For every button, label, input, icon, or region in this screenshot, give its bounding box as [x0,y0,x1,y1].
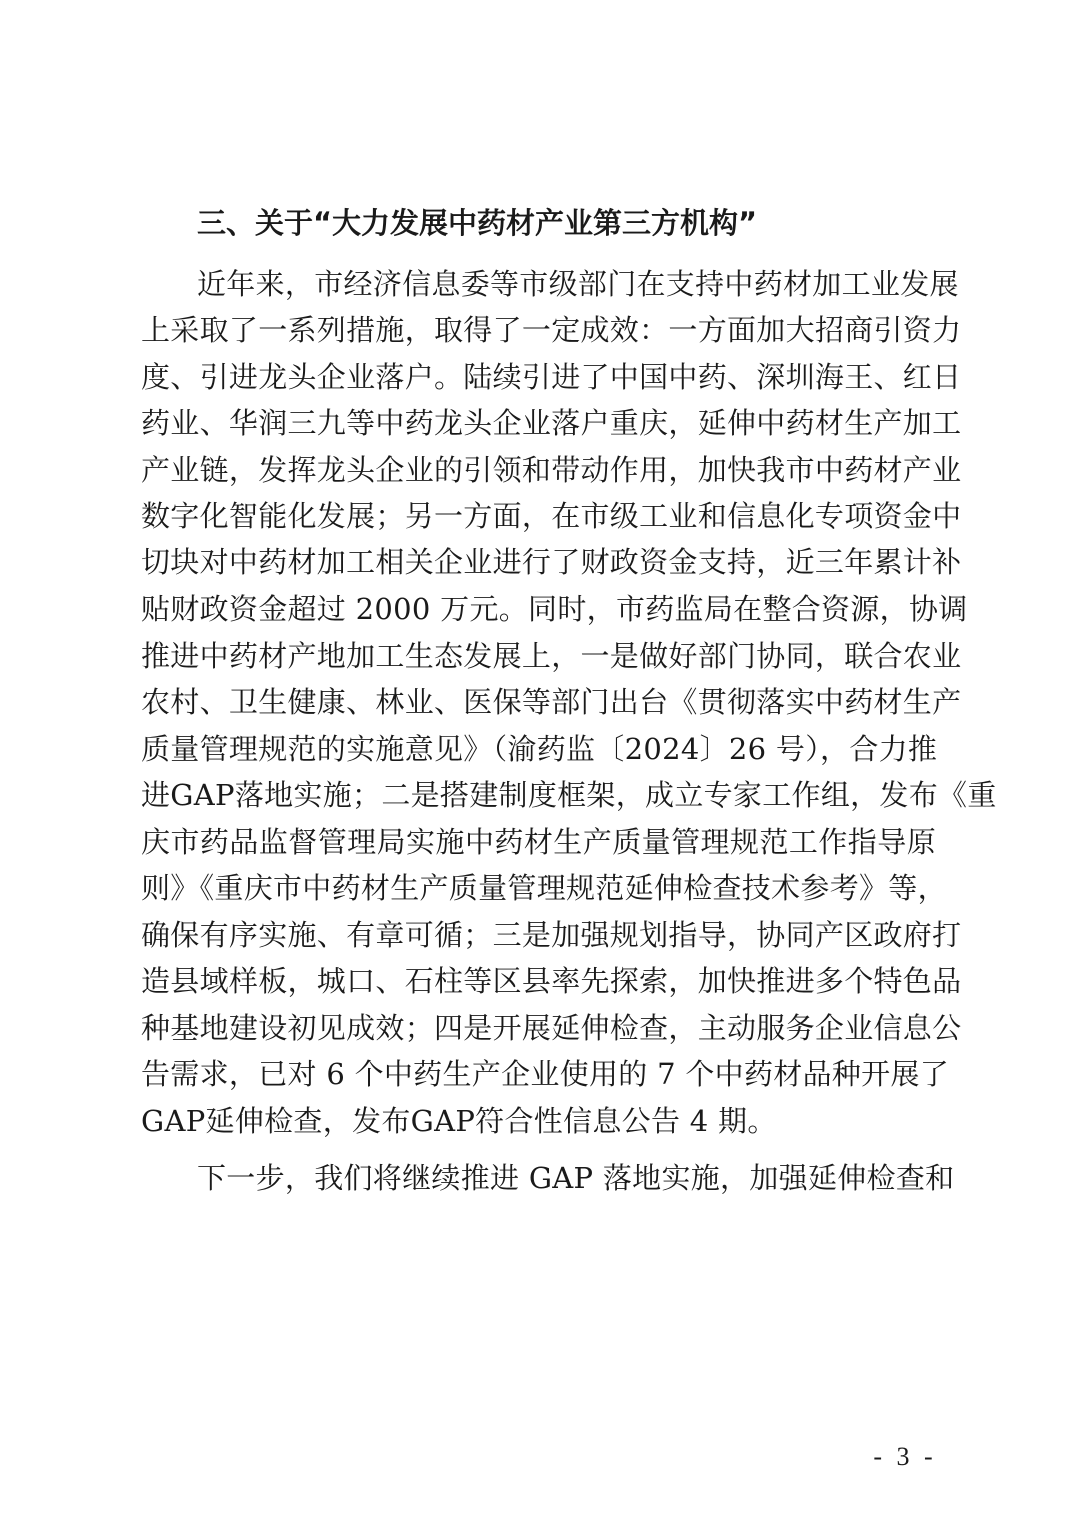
paragraph-line: 度、引进龙头企业落户。陆续引进了中国中药、深圳海王、红日 [141,360,962,394]
paragraph-line: 药业、华润三九等中药龙头企业落户重庆，延伸中药材生产加工 [141,406,962,440]
paragraph-line: 切块对中药材加工相关企业进行了财政资金支持，近三年累计补 [141,545,962,579]
paragraph-line: 造县域样板，城口、石柱等区县率先探索，加快推进多个特色品 [141,964,962,998]
paragraph-line: 下一步，我们将继续推进 GAP 落地实施，加强延伸检查和 [197,1161,955,1195]
paragraph-line: 数字化智能化发展；另一方面，在市级工业和信息化专项资金中 [141,499,962,533]
paragraph-line: 推进中药材产地加工生态发展上，一是做好部门协同，联合农业 [141,639,962,673]
paragraph-line: 则》《重庆市中药材生产质量管理规范延伸检查技术参考》等， [141,871,947,905]
paragraph-line: 农村、卫生健康、林业、医保等部门出台《贯彻落实中药材生产 [141,685,962,719]
paragraph-line: 种基地建设初见成效；四是开展延伸检查，主动服务企业信息公 [141,1011,962,1045]
paragraph-line: 产业链，发挥龙头企业的引领和带动作用，加快我市中药材产业 [141,453,962,487]
paragraph-line: 进GAP落地实施；二是搭建制度框架，成立专家工作组，发布《重 [141,778,997,812]
page-number: - 3 - [873,1442,937,1471]
paragraph-line: 质量管理规范的实施意见》（渝药监〔2024〕26 号），合力推 [141,732,938,766]
section-heading: 三、关于“大力发展中药材产业第三方机构” [197,206,758,240]
paragraph-line: 庆市药品监督管理局实施中药材生产质量管理规范工作指导原 [141,825,936,859]
paragraph-line: 确保有序实施、有章可循；三是加强规划指导，协同产区政府打 [141,918,962,952]
paragraph-line: 贴财政资金超过 2000 万元。同时，市药监局在整合资源，协调 [141,592,968,626]
paragraph-line: 近年来，市经济信息委等市级部门在支持中药材加工业发展 [197,267,959,301]
paragraph-line: GAP延伸检查，发布GAP符合性信息公告 4 期。 [141,1104,777,1138]
paragraph-line: 告需求，已对 6 个中药生产企业使用的 7 个中药材品种开展了 [141,1057,950,1091]
paragraph-line: 上采取了一系列措施，取得了一定成效：一方面加大招商引资力 [141,313,962,347]
